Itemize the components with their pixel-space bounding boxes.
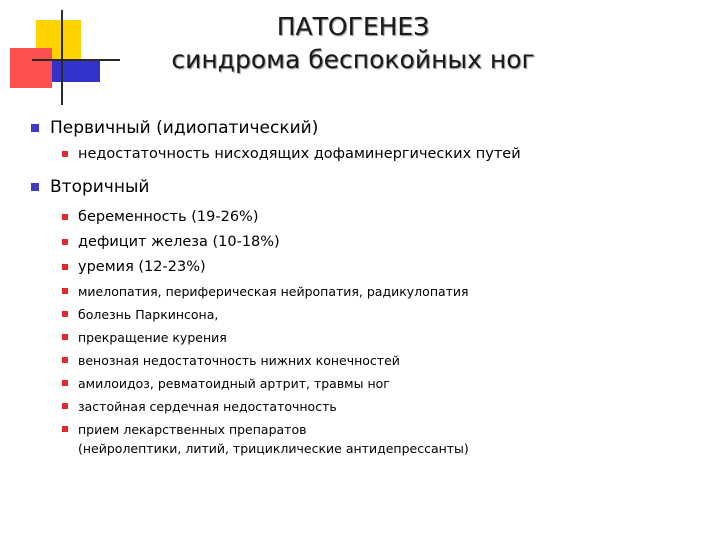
list-item bbox=[30, 144, 700, 165]
list-item bbox=[30, 282, 700, 301]
list-item-primary bbox=[30, 116, 700, 140]
list-item bbox=[30, 420, 700, 458]
major-item-text: беременность (19-26%) bbox=[78, 209, 259, 225]
primary-item-text: недостаточность нисходящих дофаминергических путей bbox=[78, 146, 521, 162]
decor-red-square bbox=[10, 48, 52, 88]
list-item bbox=[30, 374, 700, 393]
square-bullet-icon bbox=[62, 214, 68, 220]
square-bullet-icon bbox=[62, 403, 68, 409]
minor-item-text: прием лекарственных препаратов bbox=[78, 422, 307, 437]
minor-item-text: прекращение курения bbox=[78, 330, 227, 345]
major-item-text: уремия (12-23%) bbox=[78, 259, 206, 275]
minor-item-continuation: (нейролептики, литий, трициклические антидепрессанты) bbox=[78, 441, 469, 456]
major-item-text: дефицит железа (10-18%) bbox=[78, 234, 280, 250]
title-line-2: синдрома беспокойных ног bbox=[171, 45, 535, 74]
square-bullet-icon bbox=[62, 357, 68, 363]
decor-vertical-line bbox=[61, 10, 63, 105]
minor-item-text: застойная сердечная недостаточность bbox=[78, 399, 337, 414]
list-item-secondary bbox=[30, 175, 700, 199]
list-item bbox=[30, 397, 700, 416]
square-bullet-icon bbox=[62, 264, 68, 270]
list-item bbox=[30, 305, 700, 324]
primary-label: Первичный (идиопатический) bbox=[50, 118, 319, 138]
square-bullet-icon bbox=[31, 124, 39, 132]
minor-item-text: болезнь Паркинсона, bbox=[78, 307, 219, 322]
square-bullet-icon bbox=[62, 311, 68, 317]
list-item bbox=[30, 351, 700, 370]
list-item bbox=[30, 328, 700, 347]
square-bullet-icon bbox=[62, 380, 68, 386]
minor-item-text: амилоидоз, ревматоидный артрит, травмы ног bbox=[78, 376, 390, 391]
list-item bbox=[30, 232, 700, 253]
square-bullet-icon bbox=[62, 288, 68, 294]
square-bullet-icon bbox=[62, 334, 68, 340]
list-item bbox=[30, 257, 700, 278]
decor-horizontal-line bbox=[32, 59, 120, 61]
square-bullet-icon bbox=[62, 426, 68, 432]
slide-content bbox=[30, 116, 700, 458]
secondary-label: Вторичный bbox=[50, 177, 150, 197]
square-bullet-icon bbox=[62, 239, 68, 245]
list-item bbox=[30, 207, 700, 228]
title-line-1: ПАТОГЕНЕЗ bbox=[276, 12, 430, 41]
slide-title bbox=[120, 10, 586, 76]
square-bullet-icon bbox=[31, 183, 39, 191]
minor-item-text: миелопатия, периферическая нейропатия, радикулопатия bbox=[78, 284, 469, 299]
decor-blue-square bbox=[52, 60, 100, 82]
square-bullet-icon bbox=[62, 151, 68, 157]
minor-item-text: венозная недостаточность нижних конечностей bbox=[78, 353, 400, 368]
